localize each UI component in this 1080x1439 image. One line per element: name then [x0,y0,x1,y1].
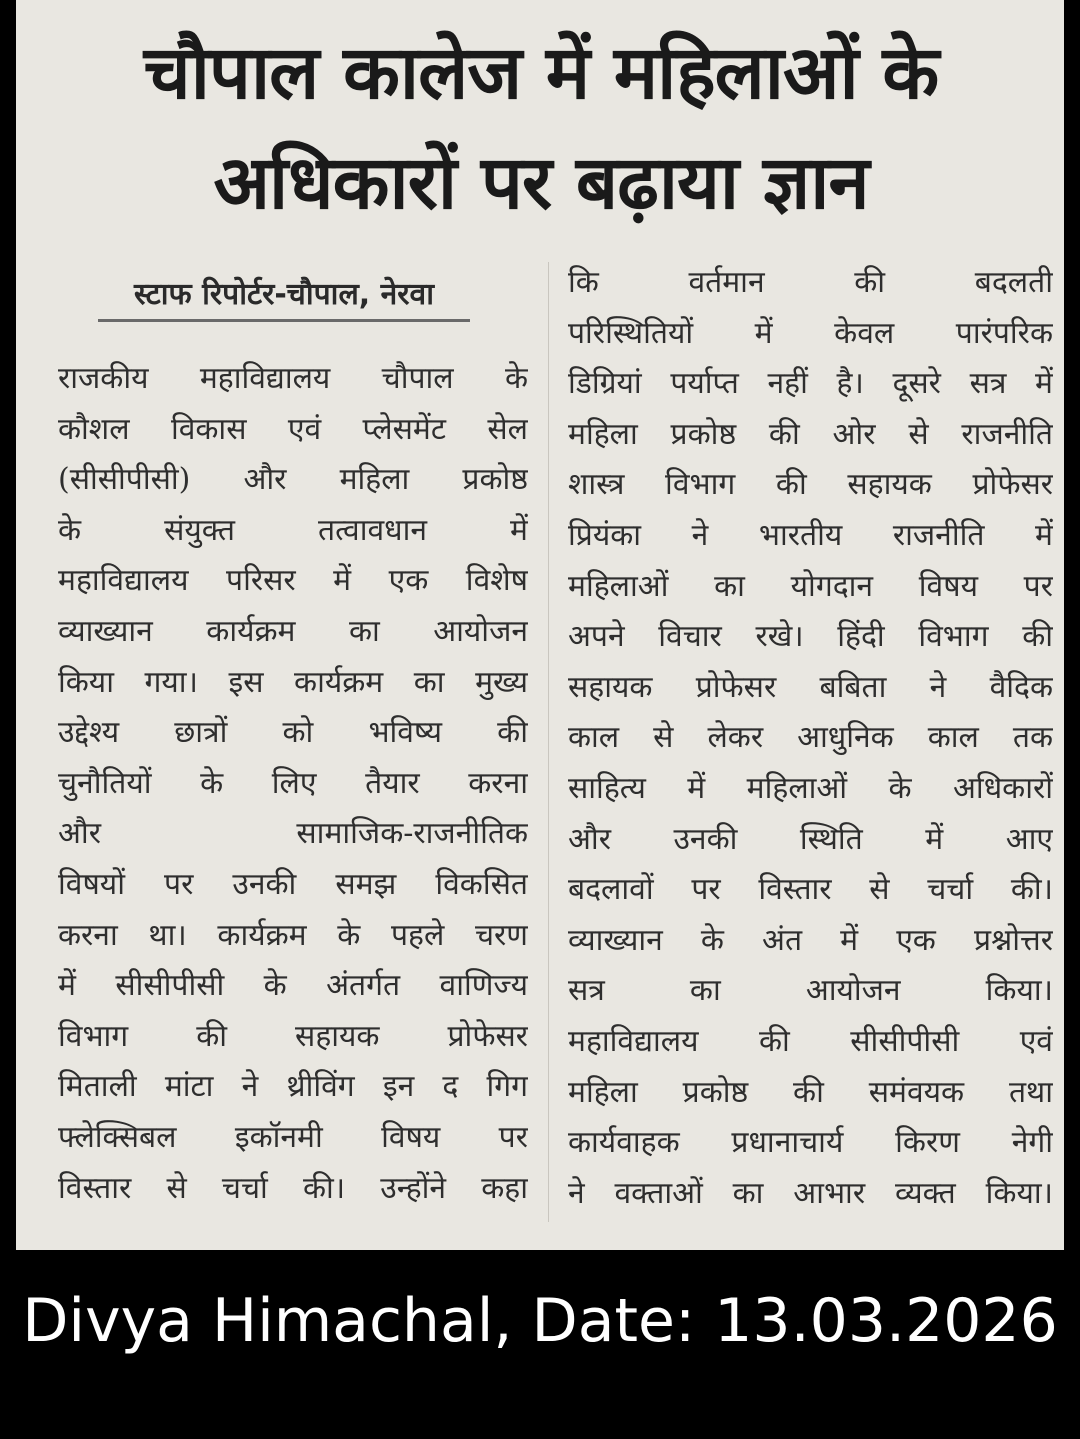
article-line: कि वर्तमान की बदलती [568,265,1053,300]
article-line: और सामाजिक-राजनीतिक [58,816,528,852]
article-line: महिला प्रकोष्ठ की ओर से राजनीति [568,416,1053,452]
article-line: बदलावों पर विस्तार से चर्चा की। [568,872,1053,908]
article-line: काल से लेकर आधुनिक काल तक [568,720,1053,756]
article-line: महाविद्यालय की सीसीपीसी एवं [568,1023,1053,1059]
article-line: कौशल विकास एवं प्लेसमेंट सेल [58,411,528,447]
article-line: सहायक प्रोफेसर बबिता ने वैदिक [568,669,1053,705]
article-line: विभाग की सहायक प्रोफेसर [58,1018,528,1054]
article-headline: चौपाल कालेज में महिलाओं के अधिकारों पर बढ़ाया ज्ञान [143,30,939,226]
article-line: विस्तार से चर्चा की। उन्होंने कहा [58,1170,528,1206]
article-line: महिलाओं का योगदान विषय पर [568,568,1053,604]
article-line: शास्त्र विभाग की सहायक प्रोफेसर [568,467,1053,503]
column-divider [548,262,549,1222]
article-line: डिग्रियां पर्याप्त नहीं है। दूसरे सत्र में [568,366,1053,402]
article-line: व्याख्यान के अंत में एक प्रश्नोत्तर [568,922,1053,958]
article-line: विषयों पर उनकी समझ विकसित [58,866,528,902]
article-line: करना था। कार्यक्रम के पहले चरण [58,917,528,953]
article-line: कार्यवाहक प्रधानाचार्य किरण नेगी [568,1125,1053,1161]
article-line: में सीसीपीसी के अंतर्गत वाणिज्य [58,968,528,1004]
article-line: के संयुक्त तत्वावधान में [58,512,528,548]
article-line: साहित्य में महिलाओं के अधिकारों [568,770,1053,806]
article-byline: स्टाफ रिपोर्टर-चौपाल, नेरवा [98,272,470,322]
article-line: मिताली मांटा ने थ्रीविंग इन द गिग [58,1069,528,1105]
newspaper-clipping [16,0,1064,1250]
article-line: उद्देश्य छात्रों को भविष्य की [58,715,528,751]
article-line: किया गया। इस कार्यक्रम का मुख्य [58,664,528,700]
article-line: अपने विचार रखे। हिंदी विभाग की [568,619,1053,655]
article-line: ने वक्ताओं का आभार व्यक्त किया। [568,1175,1053,1211]
article-line: महिला प्रकोष्ठ की समंवयक तथा [568,1074,1053,1110]
article-line: सत्र का आयोजन किया। [568,973,1053,1009]
article-line: और उनकी स्थिति में आए [568,821,1053,857]
article-column-left [58,354,528,1214]
article-line: व्याख्यान कार्यक्रम का आयोजन [58,613,528,649]
article-line: राजकीय महाविद्यालय चौपाल के [58,361,528,396]
article-line: चुनौतियों के लिए तैयार करना [58,765,528,801]
article-line: महाविद्यालय परिसर में एक विशेष [58,563,528,599]
article-column-right [568,258,1053,1219]
article-line: फ्लेक्सिबल इकॉनमी विषय पर [58,1119,528,1155]
source-caption: Divya Himachal, Date: 13.03.2026 [22,1286,1058,1356]
article-line: (सीसीपीसी) और महिला प्रकोष्ठ [58,462,528,498]
article-line: परिस्थितियों में केवल पारंपरिक [568,315,1053,351]
article-line: प्रियंका ने भारतीय राजनीति में [568,517,1053,553]
